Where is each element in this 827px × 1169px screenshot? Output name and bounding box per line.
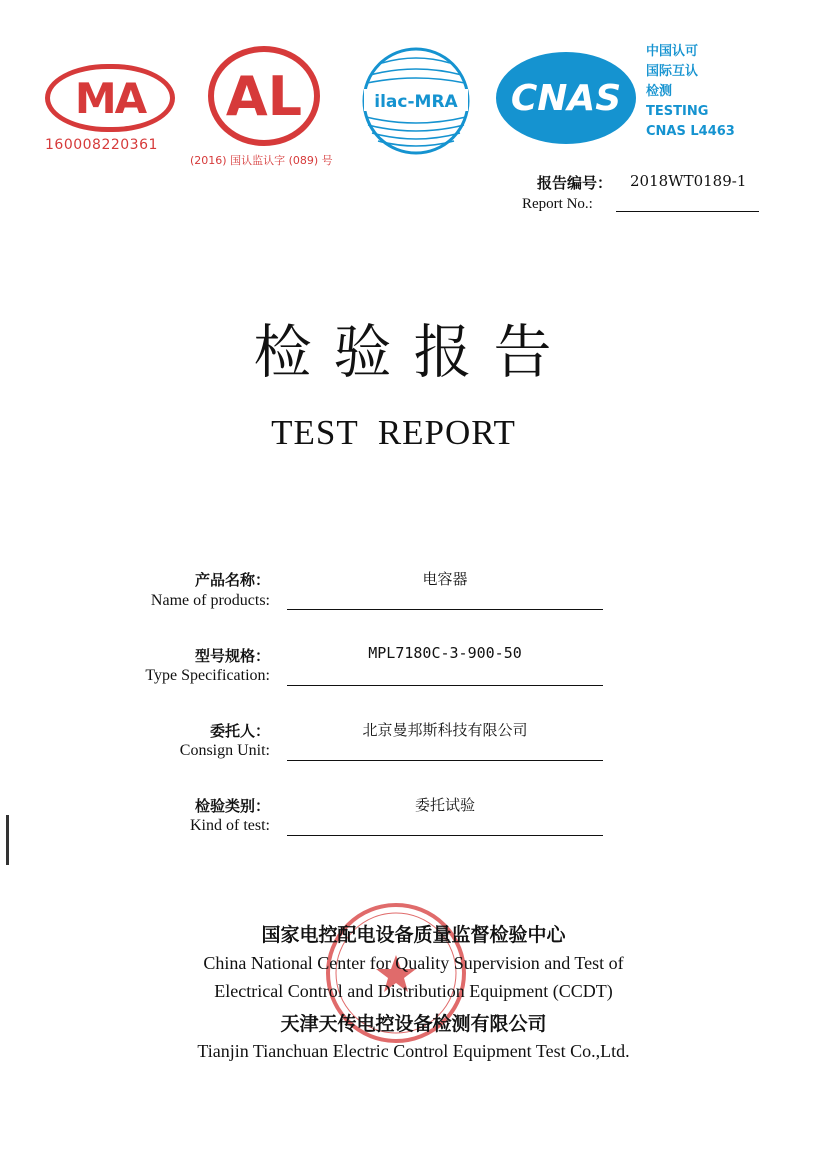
consign-unit-underline [287,760,603,761]
cnas-line: 检测 [646,84,673,99]
cnas-logo-text: CNAS [510,78,622,119]
cma-number: 160008220361 [45,137,158,153]
type-spec-label-en: Type Specification: [145,667,270,684]
cma-logo [45,64,175,132]
cnas-line: 中国认可 [646,44,699,59]
company-name-cn: 天津天传电控设备检测有限公司 [280,1013,547,1035]
cal-logo [208,46,320,146]
cnas-accreditation-text [646,42,735,142]
cma-logo-text: MA [74,73,146,123]
type-spec-label-cn: 型号规格： [194,647,270,665]
consign-unit-value: 北京曼邦斯科技有限公司 [362,721,528,739]
report-no-value: 2018WT0189-1 [630,172,747,190]
ilac-logo-text: ilac-MRA [374,92,458,112]
product-name-value: 电容器 [422,570,468,588]
cal-logo-text: AL [225,64,303,128]
title-en: TEST REPORT [271,413,516,452]
cnas-line: CNAS L4463 [646,124,735,139]
ilac-globe-icon [360,45,472,157]
cnas-line: 国际互认 [646,64,699,79]
report-no-label-cn: 报告编号： [537,174,613,192]
type-spec-underline [287,685,603,686]
title-cn: 检验报告 [253,318,574,386]
test-kind-label-en: Kind of test: [190,817,270,834]
product-name-label-en: Name of products: [150,592,270,609]
cnas-emblem-icon [492,48,640,148]
report-no-underline [616,211,759,212]
product-name-underline [287,609,603,610]
type-spec-value: MPL7180C-3-900-50 [368,644,522,662]
org-name-en-line2: Electrical Control and Distribution Equipment (CCDT) [214,981,613,1001]
binding-mark [6,815,9,865]
test-kind-label-cn: 检验类别： [194,797,270,815]
test-kind-underline [287,835,603,836]
org-name-en-line1: China National Center for Quality Supervision and Test of [203,953,624,973]
test-kind-value: 委托试验 [414,796,475,814]
ilac-mra-logo [360,45,472,157]
cnas-logo [492,48,640,148]
cal-caption: (2016) 国认监认字 (089) 号 [190,154,333,167]
report-no-label-en: Report No.: [522,196,593,212]
consign-unit-label-en: Consign Unit: [179,742,270,759]
company-name-en: Tianjin Tianchuan Electric Control Equipment Test Co.,Ltd. [197,1041,630,1061]
product-name-label-cn: 产品名称： [194,571,270,589]
cnas-line: TESTING [646,104,709,119]
consign-unit-label-cn: 委托人： [209,722,270,740]
org-name-cn: 国家电控配电设备质量监督检验中心 [261,924,566,946]
